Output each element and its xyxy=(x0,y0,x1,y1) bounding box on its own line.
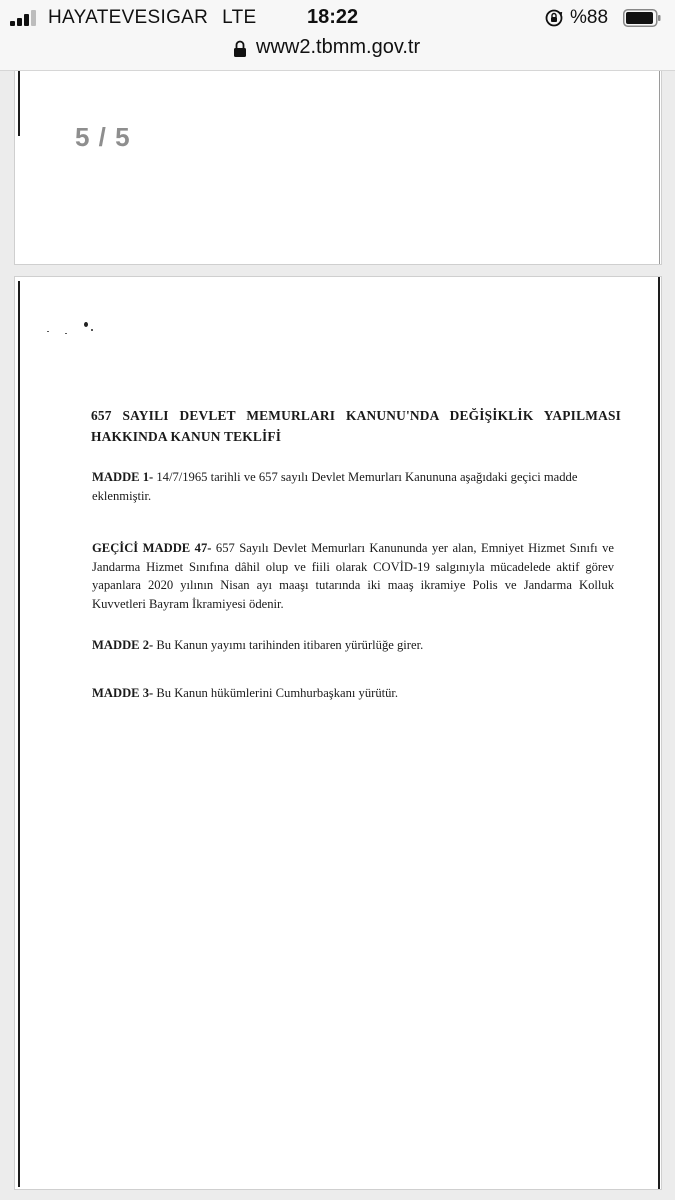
document-page xyxy=(14,276,662,1190)
network-type: LTE xyxy=(222,7,257,28)
scan-border-line xyxy=(18,281,20,1187)
scan-border-line xyxy=(659,71,660,264)
article-text: 657 Sayılı Devlet Memurları Kanununda yer alan, Emniyet Hizmet Sınıfı ve Jandarma Hizmet Sınıfına dâhil olup ve fiili olarak COVİD-19 salgınıyla mücadelede aktif görev yapanlara 2020 yılının Nisan ayı maaşı tutarında iki maaş ikramiye Polis ve Jandarma Kolluk Kuvvetleri Bayram İkramiyesi ödenir. xyxy=(92,541,614,611)
article-label: GEÇİCİ MADDE 47- xyxy=(92,541,212,555)
article-text: 14/7/1965 tarihli ve 657 sayılı Devlet Memurları Kanununa aşağıdaki geçici madde eklenmiştir. xyxy=(92,470,578,503)
article-madde-2 xyxy=(92,636,614,655)
scan-border-line xyxy=(658,277,660,1189)
article-label: MADDE 3- xyxy=(92,686,154,700)
address-bar[interactable] xyxy=(0,36,675,71)
url-text[interactable]: www2.tbmm.gov.tr xyxy=(256,36,421,58)
scan-speck xyxy=(84,322,88,327)
battery-icon xyxy=(623,9,661,27)
document-title: 657 SAYILI DEVLET MEMURLARI KANUNU'NDA DEĞİŞİKLİK YAPILMASI HAKKINDA KANUN TEKLİFİ xyxy=(91,408,621,444)
article-text: Bu Kanun yayımı tarihinden itibaren yürürlüğe girer. xyxy=(153,638,424,652)
article-madde-1 xyxy=(92,468,614,505)
article-label: MADDE 1- xyxy=(92,470,154,484)
carrier-name xyxy=(48,7,257,29)
scan-speck xyxy=(47,331,49,332)
secure-lock-icon xyxy=(233,39,247,59)
status-bar xyxy=(0,0,675,36)
clock: 18:22 xyxy=(307,6,359,28)
signal-strength-icon xyxy=(10,10,40,26)
rotation-lock-icon xyxy=(544,8,564,28)
scan-speck xyxy=(91,329,93,331)
previous-document-page xyxy=(14,71,662,265)
article-label: MADDE 2- xyxy=(92,638,154,652)
carrier-label: HAYATEVESIGAR xyxy=(48,7,209,28)
scan-border-line xyxy=(18,71,20,136)
battery-percentage: %88 xyxy=(570,7,609,28)
article-gecici-madde-47 xyxy=(92,539,614,613)
scan-speck xyxy=(65,333,67,334)
article-text: Bu Kanun hükümlerini Cumhurbaşkanı yürütür. xyxy=(153,686,399,700)
page-counter: 5 / 5 xyxy=(75,122,131,152)
article-madde-3 xyxy=(92,684,614,703)
